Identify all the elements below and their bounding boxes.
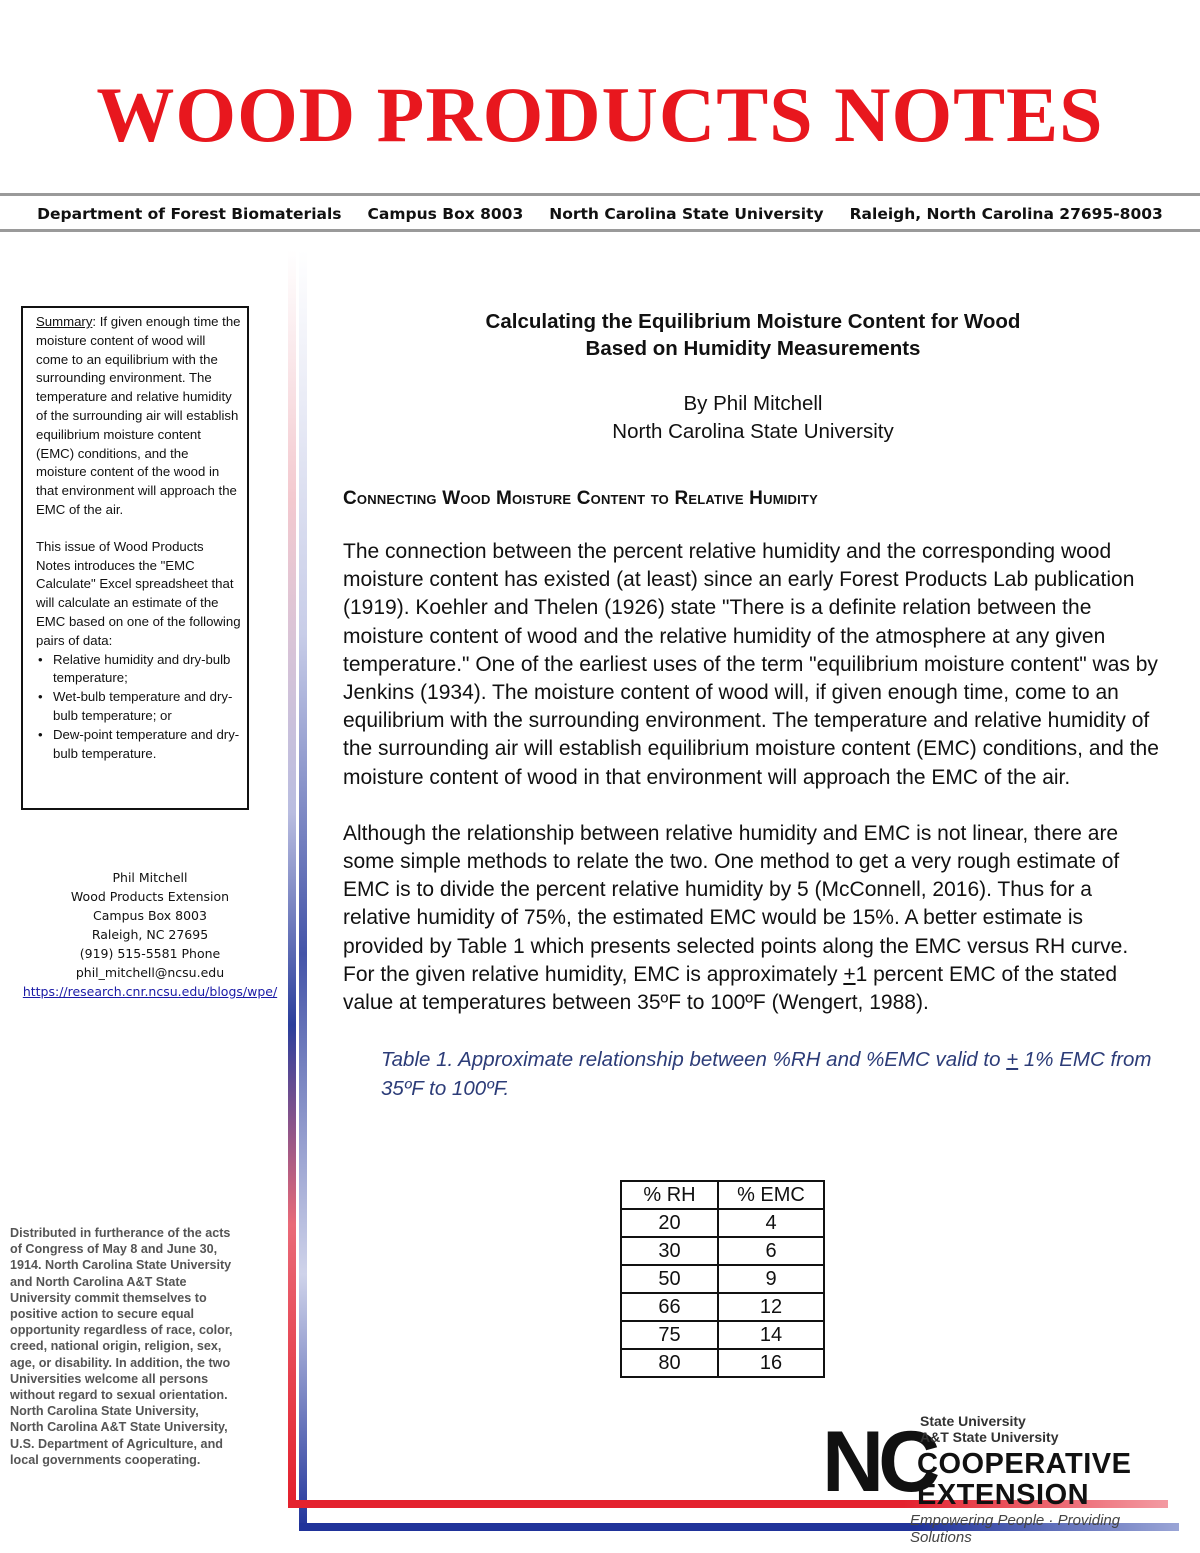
cell-emc: 12 [718, 1293, 824, 1321]
logo-line-1: State University [920, 1413, 1026, 1429]
logo-tagline: Empowering People · Providing Solutions [910, 1512, 1121, 1546]
summary-paragraph-2: This issue of Wood Products Notes introduces the "EMC Calculate" Excel spreadsheet that will calculate an estimate of the EMC based on one of the following pairs of data: [36, 538, 241, 648]
list-item: • Dew-point temperature and dry-bulb temperature. [36, 726, 241, 764]
summary-label: Summary [36, 314, 93, 329]
cell-emc: 6 [718, 1237, 824, 1265]
decorative-vertical-rule-blue [299, 250, 307, 1530]
header-campus-box: Campus Box 8003 [367, 205, 524, 223]
paragraph-2-part-b: 1 percent EMC of the stated value at temperatures between 35ºF to 100ºF (Wengert, 1988). [343, 962, 1118, 1015]
section-heading: Connecting Wood Moisture Content to Relative Humidity [343, 488, 818, 509]
caption-plus-minus-sign: + [1006, 1048, 1019, 1072]
contact-block [0, 868, 300, 1001]
header-rule-bottom [0, 229, 1200, 232]
column-header-emc: % EMC [718, 1181, 824, 1209]
header-rule-top [0, 193, 1200, 196]
article-title-line-1: Calculating the Equilibrium Moisture Content for Wood [485, 310, 1021, 333]
cell-rh: 50 [621, 1265, 718, 1293]
logo-wordmark [917, 1449, 1131, 1511]
table-row [621, 1349, 824, 1377]
table-caption [381, 1045, 1163, 1103]
byline [343, 390, 1163, 446]
header-university: North Carolina State University [549, 205, 824, 223]
rh-emc-table [620, 1180, 825, 1378]
nc-cooperative-extension-logo [822, 1413, 1172, 1546]
paragraph-2 [343, 820, 1163, 1017]
masthead-title: WOOD PRODUCTS NOTES [96, 71, 1104, 158]
cell-rh: 75 [621, 1321, 718, 1349]
cell-rh: 20 [621, 1209, 718, 1237]
caption-part-b: 1% EMC from 35ºF to 100ºF. [381, 1048, 1152, 1101]
table-row [621, 1293, 824, 1321]
contact-unit: Wood Products Extension [70, 889, 230, 904]
list-item: • Relative humidity and dry-bulb temperature; [36, 651, 241, 689]
table-row [621, 1321, 824, 1349]
cell-rh: 30 [621, 1237, 718, 1265]
plus-minus-sign: + [843, 962, 856, 986]
article-title [343, 308, 1163, 362]
logo-line-2: A&T State University [920, 1429, 1059, 1445]
column-header-rh: % RH [621, 1181, 718, 1209]
table-header-row [621, 1181, 824, 1209]
cell-emc: 16 [718, 1349, 824, 1377]
cell-emc: 9 [718, 1265, 824, 1293]
table-row [621, 1237, 824, 1265]
paragraph-1: The connection between the percent relative humidity and the corresponding wood moisture content has existed (at least) since an early Forest Products Lab publication (1919). Koehler and Thelen (1926) state "There is a definite relation between the moisture content of wood and the relative humidity of the atmosphere at any given temperature." One of the earliest uses of the term "equilibrium moisture content" was by Jenkins (1934). The moisture content of wood will, if given enough time, come to an equilibrium with the surrounding environment. The temperature and relative humidity of the surrounding air will establish equilibrium moisture content (EMC) conditions, and the moisture content of wood in that environment will approach the EMC of the air. [343, 540, 1159, 789]
logo-universities [920, 1413, 1058, 1445]
cell-rh: 80 [621, 1349, 718, 1377]
contact-name: Phil Mitchell [112, 870, 188, 885]
article-title-line-2: Based on Humidity Measurements [585, 337, 921, 360]
contact-email: phil_mitchell@ncsu.edu [75, 965, 225, 980]
table-row [621, 1265, 824, 1293]
cell-rh: 66 [621, 1293, 718, 1321]
header-bar [0, 201, 1200, 227]
header-department: Department of Forest Biomaterials [37, 205, 342, 223]
contact-city: Raleigh, NC 27695 [91, 927, 209, 942]
list-item: • Wet-bulb temperature and dry-bulb temperature; or [36, 688, 241, 726]
contact-box: Campus Box 8003 [93, 908, 207, 923]
logo-line-4: EXTENSION [917, 1479, 1090, 1511]
contact-phone: (919) 515-5581 Phone [79, 946, 221, 961]
logo-line-3: COOPERATIVE [917, 1448, 1132, 1480]
table-row [621, 1209, 824, 1237]
summary-box [21, 306, 249, 810]
nondiscrimination-statement: Distributed in furtherance of the acts of Congress of May 8 and June 30, 1914. North Carolina State University and North Carolina A&T State University commit themselves to positive action to secure equal opportunity regardless of race, color, creed, national origin, religion, sex, age, or disability. In addition, the two Universities welcome all persons without regard to sexual orientation. North Carolina State University, North Carolina A&T State University, U.S. Department of Agriculture, and local governments cooperating. [10, 1226, 233, 1467]
author: By Phil Mitchell [683, 392, 823, 415]
cell-emc: 14 [718, 1321, 824, 1349]
paragraph-2-part-a: Although the relationship between relative humidity and EMC is not linear, there are some simple methods to relate the two. One method to get a very rough estimate of EMC is to divide the percent relative humidity by 5 (McConnell, 2016). Thus for a relative humidity of 75%, the estimated EMC would be 15%. A better estimate is provided by Table 1 which presents selected points along the EMC versus RH curve. For the given relative humidity, EMC is approximately [343, 821, 1129, 986]
caption-part-a: Table 1. Approximate relationship between %RH and %EMC valid to [381, 1048, 1007, 1072]
summary-paragraph-1: : If given enough time the moisture content of wood will come to an equilibrium with the surrounding environment. The temperature and relative humidity of the surrounding air will establish equilibrium moisture content (EMC) conditions, and the moisture content of the wood in that environment will approach the EMC of the air. [36, 314, 241, 517]
affiliation: North Carolina State University [612, 420, 894, 443]
summary-data-list [36, 651, 241, 764]
logo-mark: NC [822, 1414, 935, 1510]
header-address: Raleigh, North Carolina 27695-8003 [849, 205, 1163, 223]
article [343, 308, 1163, 1103]
cell-emc: 4 [718, 1209, 824, 1237]
contact-website-link[interactable]: https://research.cnr.ncsu.edu/blogs/wpe/ [22, 984, 278, 999]
